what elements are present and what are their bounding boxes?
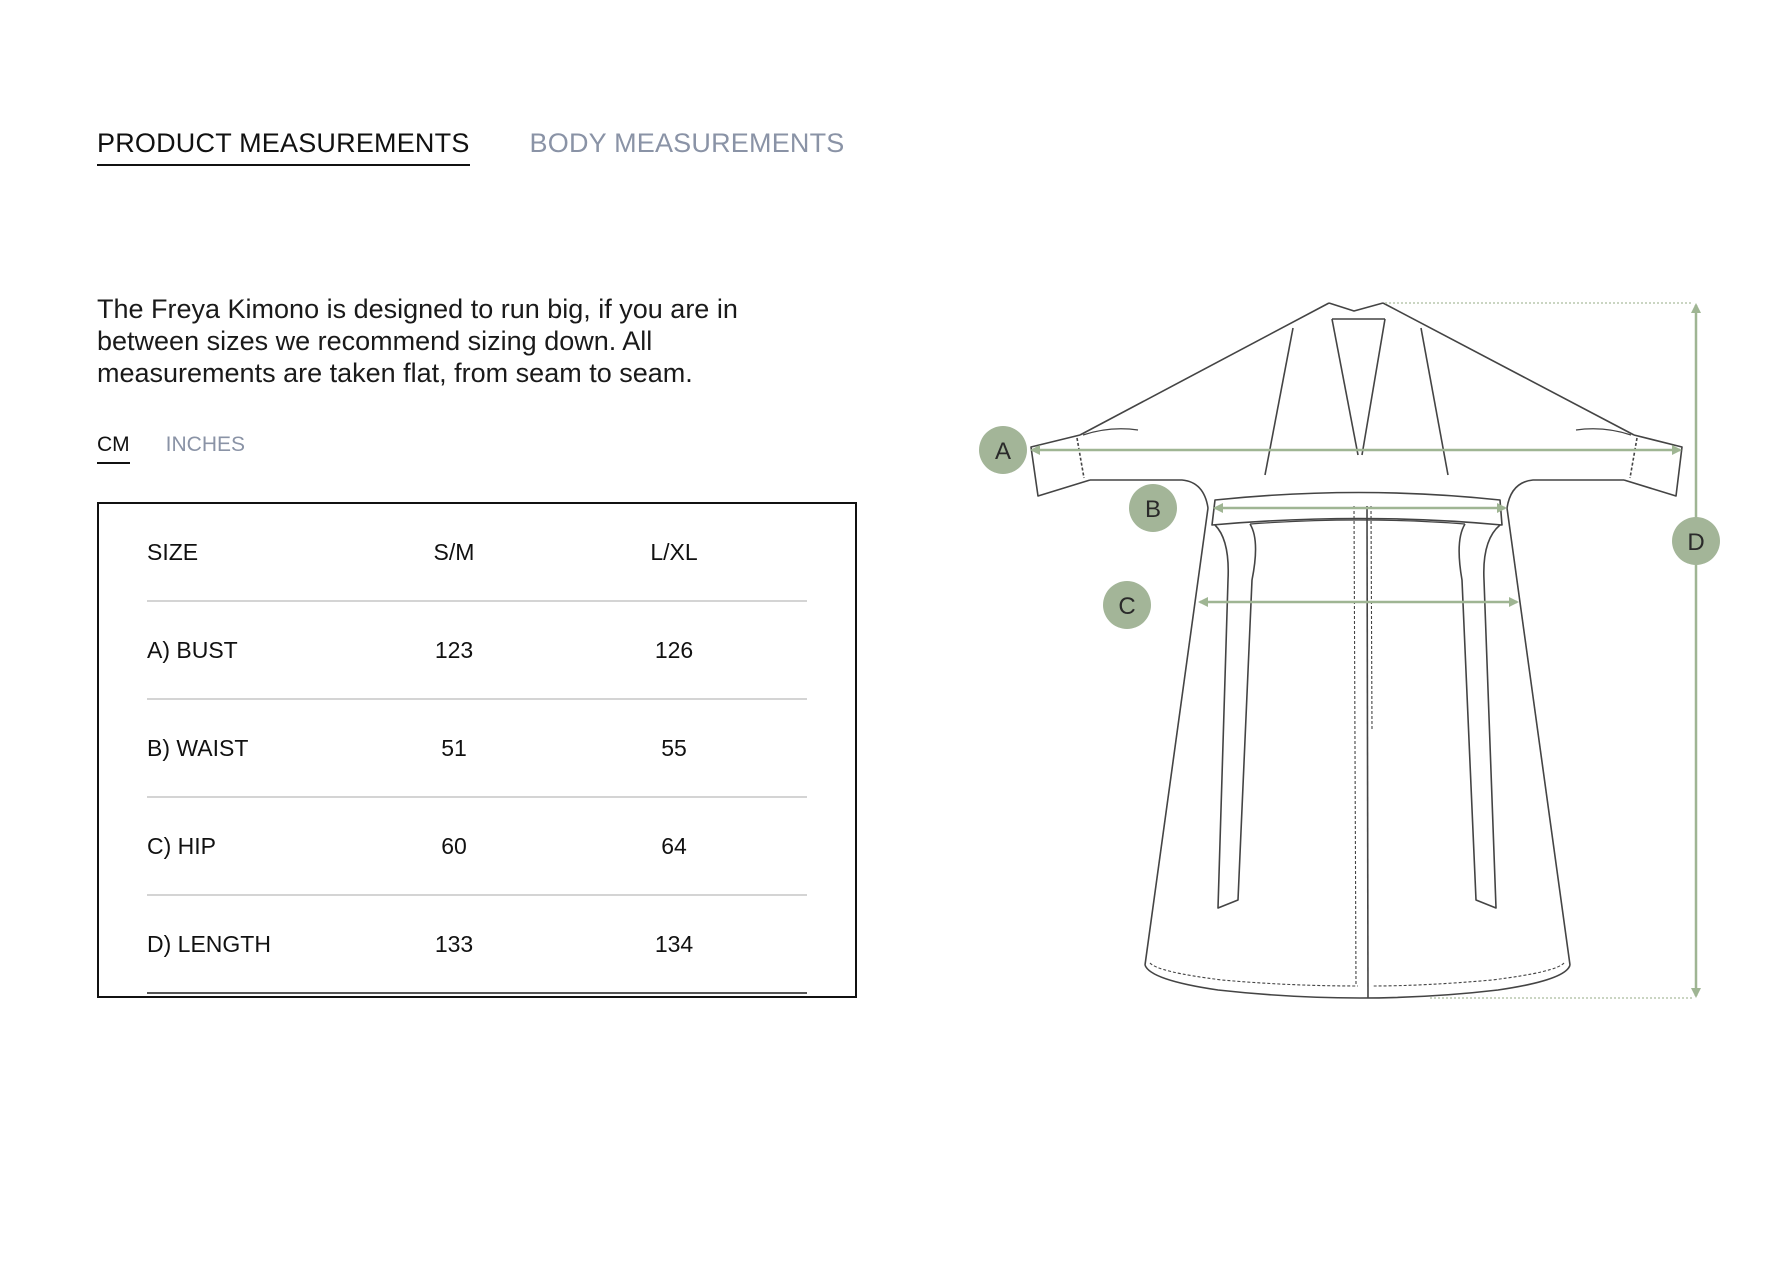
table-row xyxy=(147,602,807,700)
row-value-lxl: 55 xyxy=(661,735,687,761)
unit-inches[interactable]: INCHES xyxy=(165,433,246,456)
svg-text:A: A xyxy=(994,438,1012,465)
table-header-row xyxy=(147,504,807,602)
marker-c-badge xyxy=(1103,581,1151,629)
table-row xyxy=(147,700,807,798)
row-value-lxl: 134 xyxy=(654,931,694,957)
row-value-sm: 123 xyxy=(434,637,474,663)
table-row xyxy=(147,798,807,896)
kimono-outline xyxy=(1031,303,1682,998)
marker-d-badge xyxy=(1672,517,1720,565)
svg-text:B: B xyxy=(1144,496,1162,523)
row-label: D) LENGTH xyxy=(147,931,271,957)
kimono-diagram xyxy=(960,280,1740,1040)
unit-toggle xyxy=(97,433,245,464)
marker-b-badge xyxy=(1129,484,1177,532)
size-table xyxy=(97,502,857,998)
table-row xyxy=(147,896,807,994)
row-label: C) HIP xyxy=(147,833,216,859)
header-sm: S/M xyxy=(433,539,475,565)
measurement-tabs xyxy=(97,128,845,166)
row-value-sm: 133 xyxy=(434,931,474,957)
row-label: A) BUST xyxy=(147,637,238,663)
row-value-sm: 51 xyxy=(441,735,467,761)
fit-description: The Freya Kimono is designed to run big, if you are in between sizes we recommend sizing down. All measurements are taken flat, from seam to seam. xyxy=(97,294,738,388)
row-value-lxl: 126 xyxy=(654,637,694,663)
unit-cm[interactable]: CM xyxy=(97,433,130,464)
row-value-lxl: 64 xyxy=(661,833,687,859)
svg-text:D: D xyxy=(1687,529,1705,556)
row-value-sm: 60 xyxy=(441,833,467,859)
svg-text:C: C xyxy=(1118,593,1136,620)
tab-body-measurements[interactable]: BODY MEASUREMENTS xyxy=(529,128,845,158)
header-size: SIZE xyxy=(147,539,199,565)
tab-product-measurements[interactable]: PRODUCT MEASUREMENTS xyxy=(97,128,470,166)
marker-a-badge xyxy=(979,426,1027,474)
row-label: B) WAIST xyxy=(147,735,249,761)
header-lxl: L/XL xyxy=(650,539,698,565)
